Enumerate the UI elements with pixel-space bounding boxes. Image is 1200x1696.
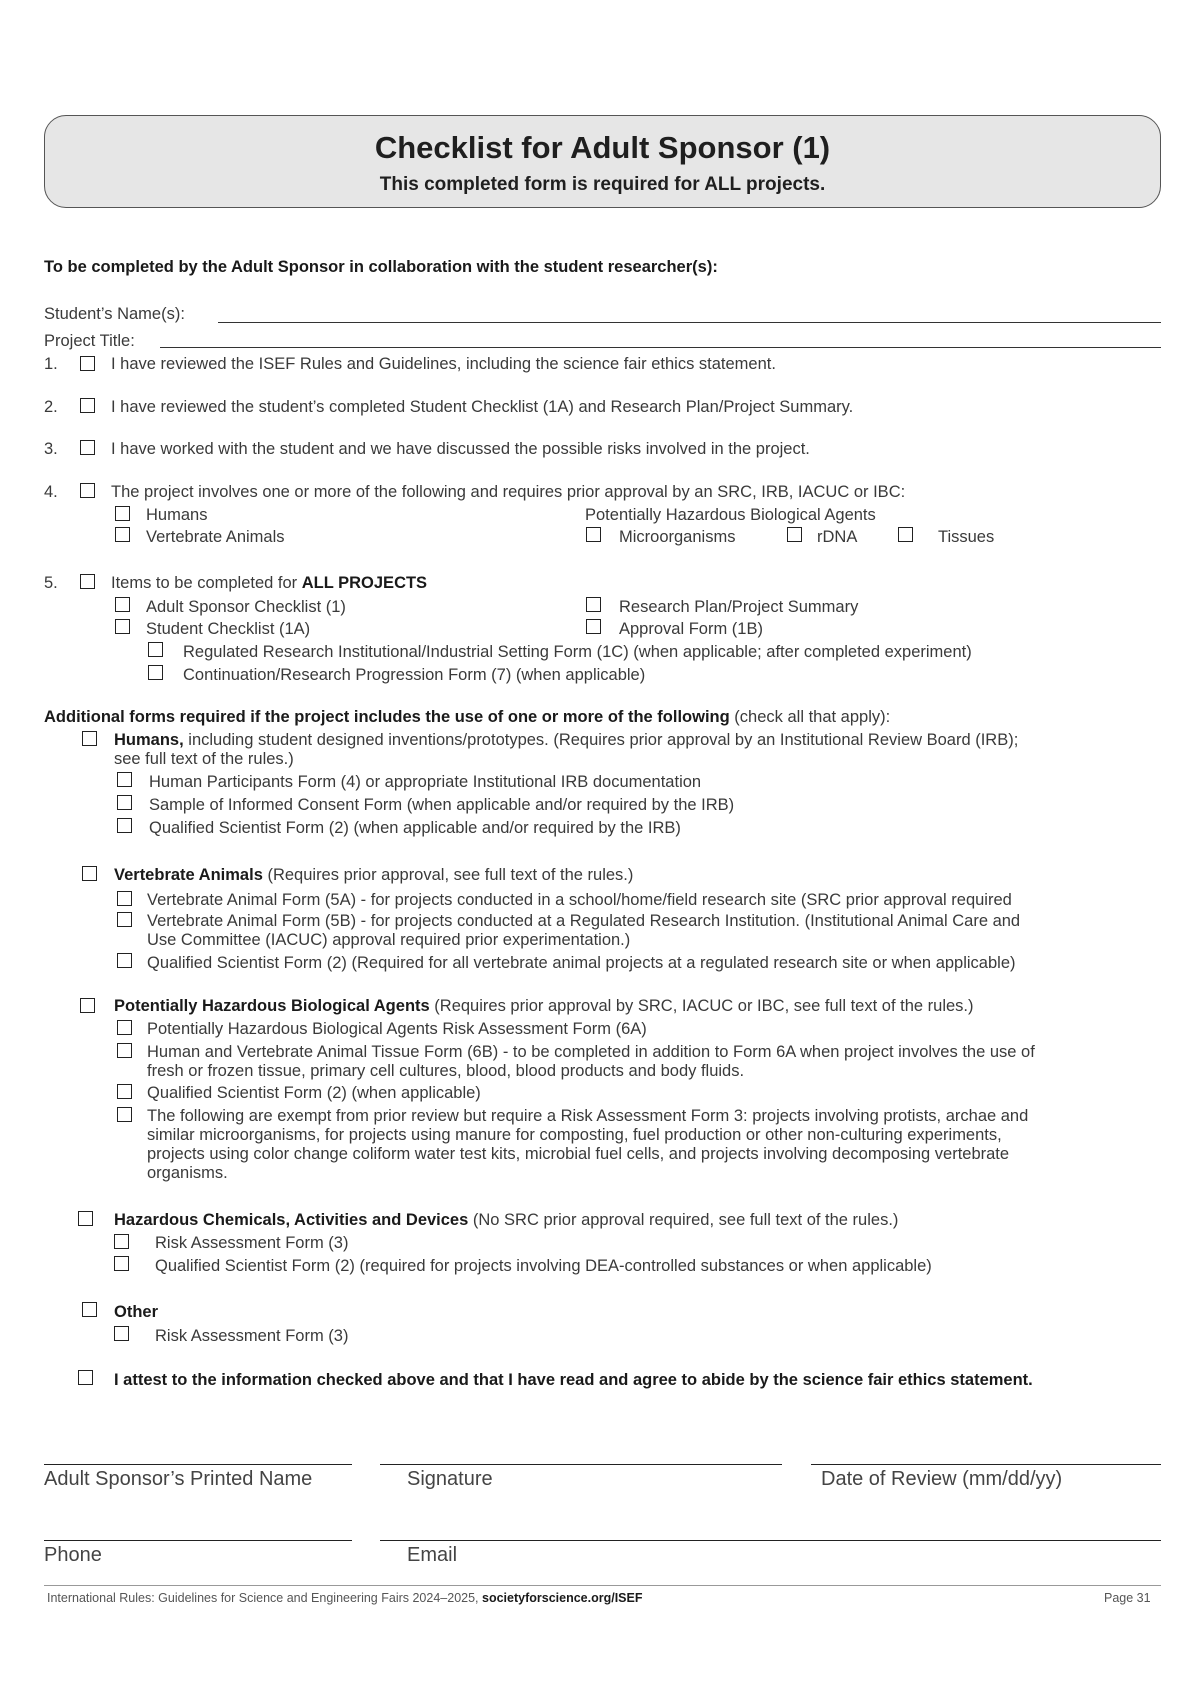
other-section-checkbox[interactable] xyxy=(82,1302,97,1317)
item-2-checkbox[interactable] xyxy=(80,398,95,413)
form-header xyxy=(44,115,1161,208)
additional-heading: Additional forms required if the project includes the use of one or more of the following (check all that apply): xyxy=(44,708,891,726)
continuation-label: Continuation/Research Progression Form (7) (when applicable) xyxy=(183,666,646,684)
tissues-checkbox[interactable] xyxy=(898,527,913,542)
printed-name-label: Adult Sponsor’s Printed Name xyxy=(44,1468,313,1490)
date-field[interactable] xyxy=(811,1464,1161,1465)
humans-section-checkbox[interactable] xyxy=(82,731,97,746)
humans-checkbox[interactable] xyxy=(115,506,130,521)
student-names-field[interactable] xyxy=(218,322,1161,323)
student-checklist-label: Student Checklist (1A) xyxy=(146,620,311,638)
student-checklist-checkbox[interactable] xyxy=(115,619,130,634)
humans-qualified-scientist-label: Qualified Scientist Form (2) (when applicable and/or required by the IRB) xyxy=(149,819,681,837)
other-risk-checkbox[interactable] xyxy=(114,1326,129,1341)
vertebrate-5a-checkbox[interactable] xyxy=(117,891,132,906)
phba-6a-checkbox[interactable] xyxy=(117,1020,132,1035)
item-4-text: The project involves one or more of the following and requires prior approval by an SRC, IRB, IACUC or IBC: xyxy=(111,483,906,501)
item-3-checkbox[interactable] xyxy=(80,440,95,455)
phba-section-checkbox[interactable] xyxy=(80,998,95,1013)
research-plan-label: Research Plan/Project Summary xyxy=(619,598,859,616)
humans-label: Humans xyxy=(146,506,208,524)
signature-label: Signature xyxy=(407,1468,493,1490)
vertebrate-qualified-scientist-label: Qualified Scientist Form (2) (Required for all vertebrate animal projects at a regulated research site or when applicable) xyxy=(147,954,1016,972)
vertebrate-5b-label-cont: Use Committee (IACUC) approval required prior experimentation.) xyxy=(147,931,631,949)
item-5-text: Items to be completed for ALL PROJECTS xyxy=(111,574,428,592)
tissues-label: Tissues xyxy=(938,528,995,546)
humans-section-text: Humans, including student designed inventions/prototypes. (Requires prior approval by an Institutional Review Board (IRB); xyxy=(114,731,1019,749)
signature-field[interactable] xyxy=(380,1464,782,1465)
exempt-checkbox[interactable] xyxy=(117,1107,132,1122)
sponsor-checklist-label: Adult Sponsor Checklist (1) xyxy=(146,598,346,616)
item-1-text: I have reviewed the ISEF Rules and Guidelines, including the science fair ethics statement. xyxy=(111,355,776,373)
sponsor-checklist-checkbox[interactable] xyxy=(115,597,130,612)
phba-qualified-scientist-checkbox[interactable] xyxy=(117,1084,132,1099)
informed-consent-label: Sample of Informed Consent Form (when applicable and/or required by the IRB) xyxy=(149,796,735,814)
date-label: Date of Review (mm/dd/yy) xyxy=(821,1468,1063,1490)
project-title-label: Project Title: xyxy=(44,332,135,350)
research-plan-checkbox[interactable] xyxy=(586,597,601,612)
item-3-number: 3. xyxy=(44,440,58,458)
hazardous-qualified-scientist-label: Qualified Scientist Form (2) (required for projects involving DEA-controlled substances or when applicable) xyxy=(155,1257,932,1275)
tissue-6b-checkbox[interactable] xyxy=(117,1043,132,1058)
student-names-label: Student’s Name(s): xyxy=(44,305,185,323)
exempt-label: The following are exempt from prior review but require a Risk Assessment Form 3: projects involving protists, archae and xyxy=(147,1107,1029,1125)
page-number: Page 31 xyxy=(1104,1591,1151,1605)
humans-qualified-scientist-checkbox[interactable] xyxy=(117,818,132,833)
microorganisms-checkbox[interactable] xyxy=(586,527,601,542)
vertebrate-5b-checkbox[interactable] xyxy=(117,912,132,927)
footer-text: International Rules: Guidelines for Science and Engineering Fairs 2024–2025, societyforscience.org/ISEF xyxy=(47,1591,643,1605)
humans-section-text-cont: see full text of the rules.) xyxy=(114,750,294,768)
continuation-checkbox[interactable] xyxy=(148,665,163,680)
phba-6a-label: Potentially Hazardous Biological Agents Risk Assessment Form (6A) xyxy=(147,1020,647,1038)
tissue-6b-label: Human and Vertebrate Animal Tissue Form (6B) - to be completed in addition to Form 6A when project involves the use of xyxy=(147,1043,1035,1061)
form-title: Checklist for Adult Sponsor (1) xyxy=(374,130,831,165)
vertebrate-section-checkbox[interactable] xyxy=(82,866,97,881)
regulated-research-checkbox[interactable] xyxy=(148,642,163,657)
email-label: Email xyxy=(407,1544,458,1566)
human-participants-label: Human Participants Form (4) or appropriate Institutional IRB documentation xyxy=(149,773,702,791)
phba-heading: Potentially Hazardous Biological Agents xyxy=(585,506,876,524)
hazardous-section-checkbox[interactable] xyxy=(78,1211,93,1226)
rdna-checkbox[interactable] xyxy=(787,527,802,542)
hazardous-qualified-scientist-checkbox[interactable] xyxy=(114,1256,129,1271)
attest-checkbox[interactable] xyxy=(78,1370,93,1385)
vertebrate-5b-label: Vertebrate Animal Form (5B) - for projects conducted at a Regulated Research Institution. (Institutional Animal Care and xyxy=(147,912,1021,930)
footer-divider xyxy=(44,1585,1161,1586)
attest-text: I attest to the information checked above and that I have read and agree to abide by the science fair ethics statement. xyxy=(114,1371,1033,1389)
approval-form-checkbox[interactable] xyxy=(586,619,601,634)
exempt-label-cont-2: projects using color change coliform water test kits, microbial fuel cells, and projects involving decomposing vertebrate xyxy=(147,1145,1010,1163)
intro-text: To be completed by the Adult Sponsor in collaboration with the student researcher(s): xyxy=(44,258,718,276)
vertebrate-5a-label: Vertebrate Animal Form (5A) - for projects conducted in a school/home/field research site (SRC prior approval required xyxy=(147,891,1012,909)
human-participants-checkbox[interactable] xyxy=(117,772,132,787)
approval-form-label: Approval Form (1B) xyxy=(619,620,763,638)
other-risk-label: Risk Assessment Form (3) xyxy=(155,1327,349,1345)
item-1-number: 1. xyxy=(44,355,58,373)
item-5-checkbox[interactable] xyxy=(80,574,95,589)
item-4-number: 4. xyxy=(44,483,58,501)
item-5-number: 5. xyxy=(44,574,58,592)
vertebrate-label: Vertebrate Animals xyxy=(146,528,285,546)
exempt-label-cont-1: similar microorganisms, for projects using manure for composting, fuel production or other non-culturing experiments, xyxy=(147,1126,1002,1144)
form-subtitle: This completed form is required for ALL projects. xyxy=(379,174,826,195)
rdna-label: rDNA xyxy=(817,528,858,546)
phba-qualified-scientist-label: Qualified Scientist Form (2) (when applicable) xyxy=(147,1084,481,1102)
item-2-text: I have reviewed the student’s completed Student Checklist (1A) and Research Plan/Project Summary. xyxy=(111,398,854,416)
vertebrate-checkbox[interactable] xyxy=(115,527,130,542)
item-2-number: 2. xyxy=(44,398,58,416)
vertebrate-section-text: Vertebrate Animals (Requires prior approval, see full text of the rules.) xyxy=(114,866,634,884)
item-4-checkbox[interactable] xyxy=(80,483,95,498)
footer-link[interactable]: societyforscience.org/ISEF xyxy=(482,1591,643,1605)
tissue-6b-label-cont: fresh or frozen tissue, primary cell cultures, blood, blood products and body fluids. xyxy=(147,1062,745,1080)
exempt-label-cont-3: organisms. xyxy=(147,1164,228,1182)
item-3-text: I have worked with the student and we have discussed the possible risks involved in the project. xyxy=(111,440,810,458)
hazardous-risk-label: Risk Assessment Form (3) xyxy=(155,1234,349,1252)
phone-label: Phone xyxy=(44,1544,102,1566)
informed-consent-checkbox[interactable] xyxy=(117,795,132,810)
hazardous-risk-checkbox[interactable] xyxy=(114,1234,129,1249)
item-1-checkbox[interactable] xyxy=(80,356,95,371)
project-title-field[interactable] xyxy=(160,347,1161,348)
printed-name-field[interactable] xyxy=(44,1464,352,1465)
microorganisms-label: Microorganisms xyxy=(619,528,736,546)
other-section-label: Other xyxy=(114,1303,159,1321)
vertebrate-qualified-scientist-checkbox[interactable] xyxy=(117,953,132,968)
hazardous-section-text: Hazardous Chemicals, Activities and Devices (No SRC prior approval required, see full text of the rules.) xyxy=(114,1211,899,1229)
phba-section-text: Potentially Hazardous Biological Agents (Requires prior approval by SRC, IACUC or IBC, see full text of the rules.) xyxy=(114,997,974,1015)
phone-field[interactable] xyxy=(44,1540,352,1541)
email-field[interactable] xyxy=(380,1540,1161,1541)
regulated-research-label: Regulated Research Institutional/Industrial Setting Form (1C) (when applicable; after completed experiment) xyxy=(183,643,972,661)
